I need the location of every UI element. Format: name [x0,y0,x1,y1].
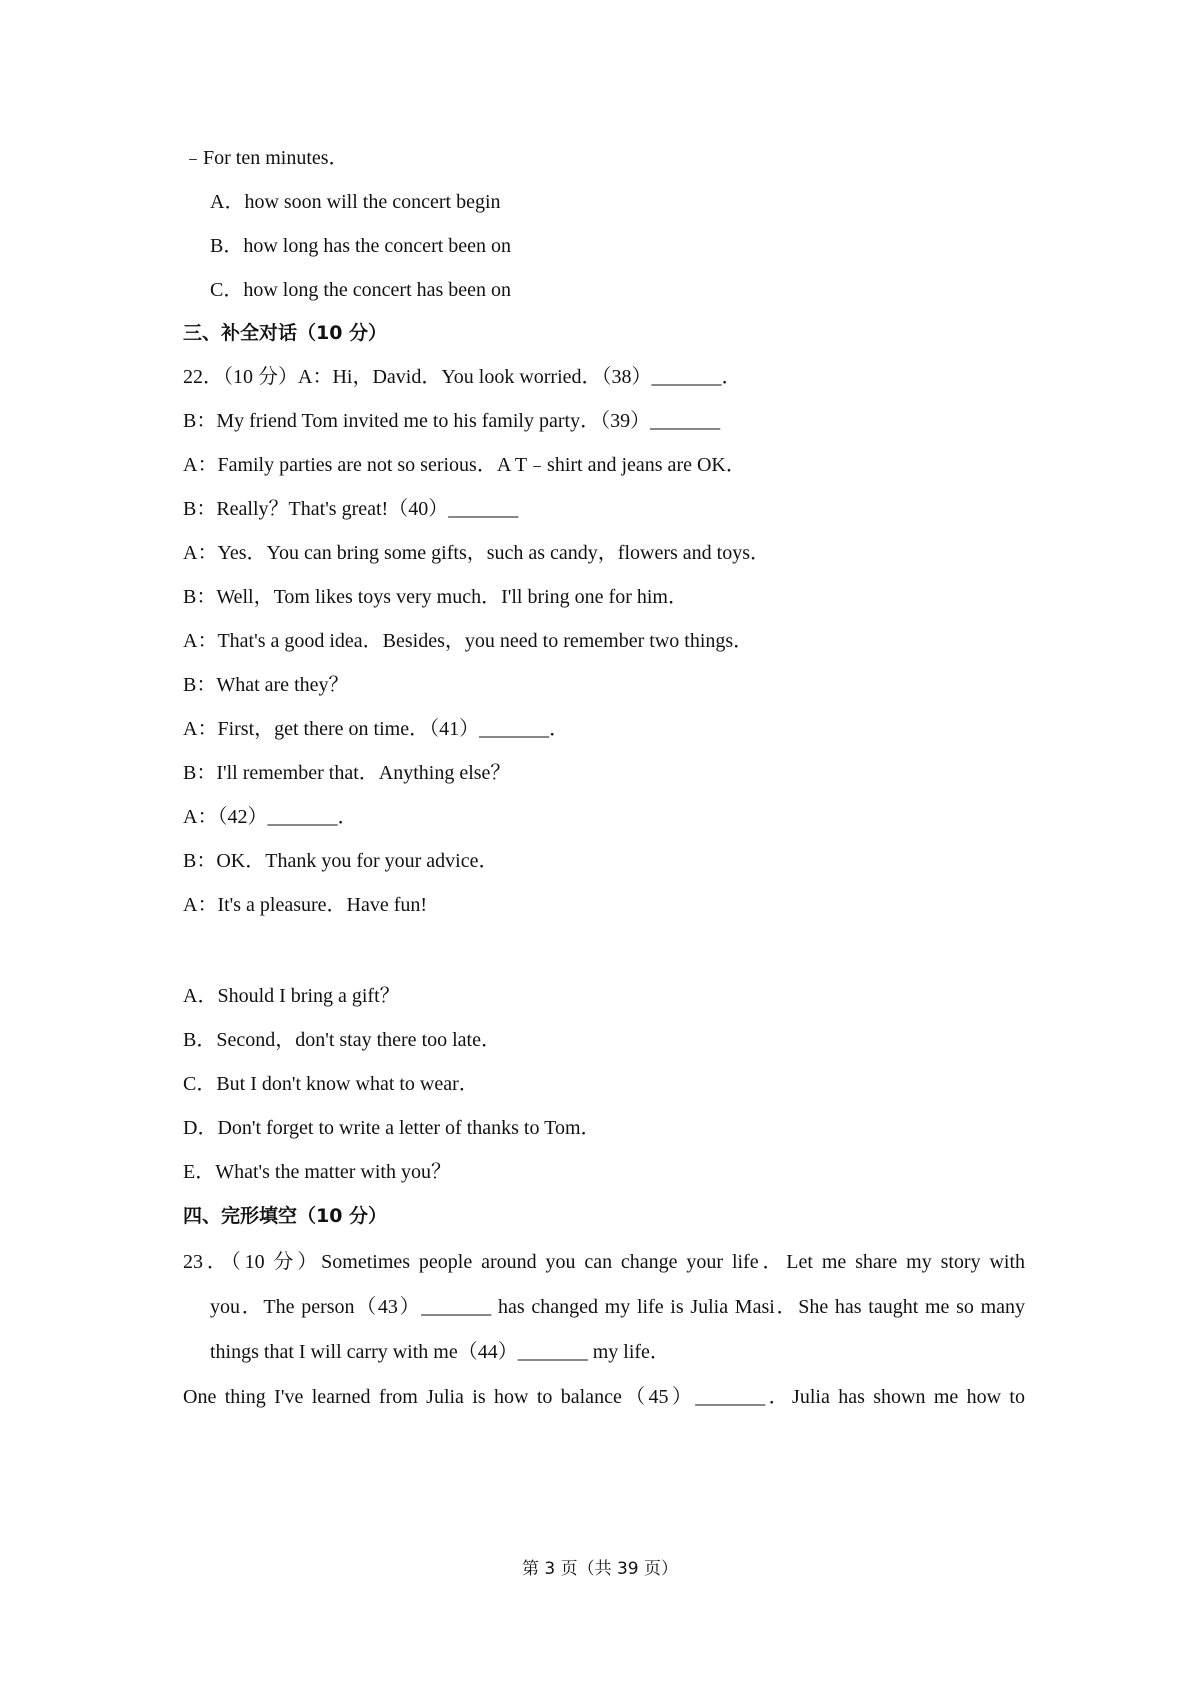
dialogue-line: B：OK．Thank you for your advice． [183,850,499,872]
section4-heading: 四、完形填空（10 分） [183,1205,388,1227]
choice-option-a: A．Should I bring a gift？ [183,985,400,1007]
dialogue-line: B：What are they？ [183,674,349,696]
choice-option-e: E．What's the matter with you？ [183,1161,451,1183]
q21-answer-line: ﹣For ten minutes． [183,147,349,169]
passage-line: 23．（10 分）Sometimes people around you can change your life．Let me share my story with [183,1251,1025,1273]
choice-option-c: C．But I don't know what to wear． [183,1073,479,1095]
choice-option-d: D．Don't forget to write a letter of thanks to Tom． [183,1117,601,1139]
dialogue-line: A：First，get there on time．（41）_______． [183,718,570,740]
passage-line: One thing I've learned from Julia is how to balance（45）_______．Julia has shown me how to [183,1386,1025,1408]
dialogue-line: A：（42）_______． [183,806,358,828]
q21-option-b: B．how long has the concert been on [210,235,512,257]
dialogue-line: A：It's a pleasure．Have fun! [183,894,428,916]
choice-option-b: B．Second，don't stay there too late． [183,1029,501,1051]
q21-option-a: A．how soon will the concert begin [210,191,501,213]
passage-line: you．The person（43）_______ has changed my life is Julia Masi．She has taught me so many [210,1296,1025,1318]
dialogue-line: 22．（10 分）A：Hi，David．You look worried．（38）_______． [183,366,742,388]
page-number: 第 3 页（共 39 页） [521,1559,679,1579]
passage-line: things that I will carry with me（44）_______ my life． [210,1341,670,1363]
section3-heading: 三、补全对话（10 分） [183,322,388,344]
dialogue-line: A：Yes．You can bring some gifts，such as candy，flowers and toys． [183,542,771,564]
dialogue-line: B：Really？That's great!（40）_______ [183,498,519,520]
q21-option-c: C．how long the concert has been on [210,279,512,301]
dialogue-line: B：My friend Tom invited me to his family party．（39）_______ [183,410,721,432]
dialogue-line: B：Well，Tom likes toys very much．I'll bring one for him． [183,586,688,608]
dialogue-line: B：I'll remember that．Anything else？ [183,762,511,784]
dialogue-line: A：Family parties are not so serious．A T﹣shirt and jeans are OK． [183,454,746,476]
dialogue-line: A：That's a good idea．Besides，you need to remember two things． [183,630,754,652]
